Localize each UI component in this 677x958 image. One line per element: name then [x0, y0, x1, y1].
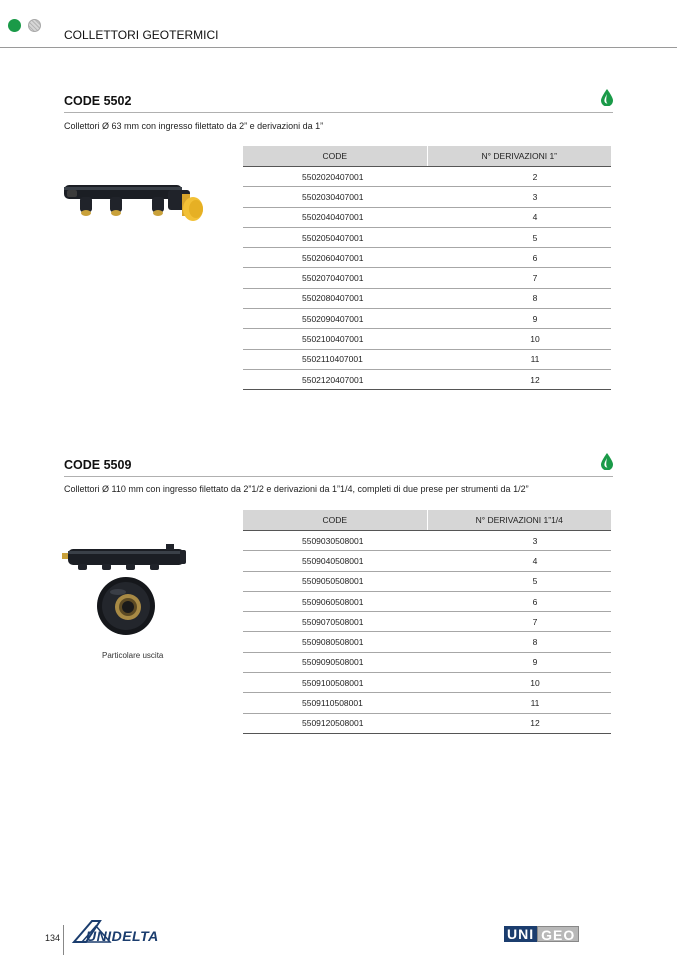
table-row	[243, 369, 611, 389]
image-caption: Particolare uscita	[102, 651, 164, 660]
cell-count: 6	[427, 591, 611, 611]
table-row	[243, 268, 611, 288]
cell-code: 5502060407001	[243, 248, 427, 268]
table-row	[243, 288, 611, 308]
table-row	[243, 652, 611, 672]
table-row	[243, 207, 611, 227]
table-row	[243, 248, 611, 268]
table-row	[243, 551, 611, 571]
page-title: COLLETTORI GEOTERMICI	[64, 28, 219, 42]
manifold-5509-image	[62, 542, 192, 574]
cell-code: 5502110407001	[243, 349, 427, 369]
table-row	[243, 187, 611, 207]
table-row	[243, 329, 611, 349]
section-description: Collettori Ø 63 mm con ingresso filettato da 2” e derivazioni da 1”	[64, 121, 324, 131]
cell-count: 10	[427, 329, 611, 349]
table-row	[243, 227, 611, 247]
unigeo-logo-geo: GEO	[537, 926, 579, 942]
eco-drop-icon	[600, 453, 614, 470]
section-divider	[64, 476, 613, 477]
table-row	[243, 693, 611, 713]
footer-divider	[63, 925, 64, 955]
cell-code: 5509090508001	[243, 652, 427, 672]
unidelta-logo-text: UNIDELTA	[86, 928, 159, 944]
cell-code: 5502100407001	[243, 329, 427, 349]
section-divider	[64, 112, 613, 113]
table-row	[243, 713, 611, 733]
table-5502	[243, 146, 611, 390]
cell-code: 5509040508001	[243, 551, 427, 571]
cell-code: 5502070407001	[243, 268, 427, 288]
section-description: Collettori Ø 110 mm con ingresso filettato da 2”1/2 e derivazioni da 1”1/4, completi di due prese per strumenti da 1/2”	[64, 484, 529, 494]
section-title-5509: CODE 5509	[64, 458, 132, 472]
page-number: 134	[45, 933, 61, 943]
table-row	[243, 571, 611, 591]
table-row	[243, 612, 611, 632]
table-row	[243, 591, 611, 611]
cell-count: 5	[427, 227, 611, 247]
cell-count: 9	[427, 652, 611, 672]
table-row	[243, 309, 611, 329]
table-row	[243, 673, 611, 693]
green-dot-icon	[8, 19, 21, 32]
table-row	[243, 531, 611, 551]
cell-count: 10	[427, 673, 611, 693]
table-row	[243, 632, 611, 652]
cell-count: 6	[427, 248, 611, 268]
table-row	[243, 167, 611, 187]
cell-count: 11	[427, 693, 611, 713]
unigeo-logo-uni: UNI	[504, 926, 537, 942]
column-header-derivazioni: N° DERIVAZIONI 1”1/4	[427, 510, 611, 531]
cell-count: 8	[427, 288, 611, 308]
cell-code: 5509070508001	[243, 612, 427, 632]
cell-code: 5509080508001	[243, 632, 427, 652]
cell-code: 5509050508001	[243, 571, 427, 591]
cell-count: 9	[427, 309, 611, 329]
cell-code: 5502040407001	[243, 207, 427, 227]
cell-code: 5509120508001	[243, 713, 427, 733]
outlet-detail-image	[96, 576, 156, 636]
cell-count: 4	[427, 551, 611, 571]
cell-count: 7	[427, 612, 611, 632]
cell-count: 12	[427, 713, 611, 733]
cell-count: 3	[427, 187, 611, 207]
cell-code: 5502020407001	[243, 167, 427, 187]
cell-code: 5502120407001	[243, 369, 427, 389]
cell-code: 5509100508001	[243, 673, 427, 693]
cell-count: 5	[427, 571, 611, 591]
grey-dot-icon	[28, 19, 41, 32]
table-row	[243, 349, 611, 369]
cell-code: 5502050407001	[243, 227, 427, 247]
cell-code: 5502030407001	[243, 187, 427, 207]
cell-code: 5502080407001	[243, 288, 427, 308]
cell-code: 5502090407001	[243, 309, 427, 329]
manifold-5502-image	[62, 178, 212, 230]
cell-count: 2	[427, 167, 611, 187]
table-5509	[243, 510, 611, 734]
cell-code: 5509030508001	[243, 531, 427, 551]
column-header-derivazioni: N° DERIVAZIONI 1”	[427, 146, 611, 167]
unigeo-logo	[504, 926, 579, 942]
cell-code: 5509110508001	[243, 693, 427, 713]
column-header-code: CODE	[243, 146, 427, 167]
cell-count: 3	[427, 531, 611, 551]
cell-count: 8	[427, 632, 611, 652]
column-header-code: CODE	[243, 510, 427, 531]
cell-count: 12	[427, 369, 611, 389]
cell-count: 11	[427, 349, 611, 369]
header-divider	[0, 47, 677, 48]
cell-code: 5509060508001	[243, 591, 427, 611]
section-title-5502: CODE 5502	[64, 94, 132, 108]
eco-drop-icon	[600, 89, 614, 106]
cell-count: 7	[427, 268, 611, 288]
cell-count: 4	[427, 207, 611, 227]
